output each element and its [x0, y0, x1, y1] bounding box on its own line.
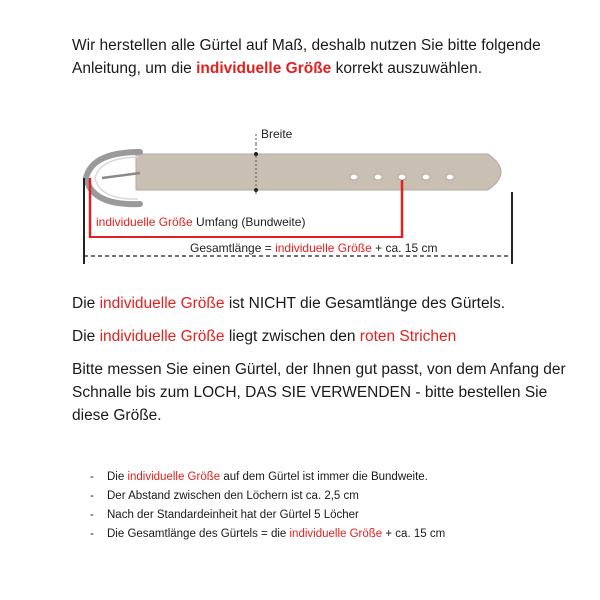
paragraph-measure-instructions — [72, 358, 572, 427]
bullet2-text: Der Abstand zwischen den Löchern ist ca. 2,5 cm — [107, 490, 359, 502]
umfang-label: individuelle Größe Umfang (Bundweite) — [96, 215, 306, 229]
buckle-inner — [95, 157, 138, 199]
para3-text: Bitte messen Sie einen Gürtel, der Ihnen gut passt, von dem Anfang der Schnalle bis zum LOCH, DAS SIE VERWENDEN - bitte bestellen Sie diese Größe. — [72, 361, 566, 424]
bullet-dash: - — [90, 509, 94, 521]
bullet-item — [90, 468, 445, 487]
bullet-item — [90, 525, 445, 544]
bullet-dash: - — [90, 490, 94, 502]
belt-hole — [350, 174, 358, 180]
gesamt-label: Gesamtlänge = individuelle Größe + ca. 15 cm — [190, 241, 438, 255]
belt-diagram — [78, 118, 518, 278]
para1-pre: Die — [72, 295, 100, 312]
belt-hole — [422, 174, 430, 180]
belt-hole — [446, 174, 454, 180]
paragraph-not-total-length — [72, 292, 572, 315]
paragraph-between-red-lines — [72, 325, 572, 348]
bullet1-post: auf dem Gürtel ist immer die Bundweite. — [220, 471, 428, 483]
bullet-item — [90, 487, 445, 506]
belt-hole — [374, 174, 382, 180]
belt-hole — [398, 174, 406, 180]
para1-highlight: individuelle Größe — [99, 295, 225, 312]
bullet3-text: Nach der Standardeinheit hat der Gürtel 5 Löcher — [107, 509, 359, 521]
bullet4-post: + ca. 15 cm — [382, 528, 446, 540]
para2-pre: Die — [72, 328, 100, 345]
para2-highlight: individuelle Größe — [99, 328, 225, 345]
width-marker-dot-bottom — [254, 188, 258, 192]
intro-part1: Wir herstellen alle Gürtel auf Maß, deshalb nutzen Sie bitte folgende Anleitung, um die — [72, 37, 541, 77]
belt-strap — [136, 154, 501, 190]
bullet4-highlight: individuelle Größe — [289, 528, 383, 540]
intro-highlight: individuelle Größe — [196, 60, 332, 77]
para1-post: ist NICHT die Gesamtlänge des Gürtels. — [224, 295, 506, 312]
para2-highlight2: roten Strichen — [359, 328, 457, 345]
width-marker-dot-top — [254, 152, 258, 156]
bullet1-pre: Die — [107, 471, 128, 483]
buckle-prong — [102, 173, 140, 178]
info-bullet-list — [90, 468, 445, 544]
bullet4-pre: Die Gesamtlänge des Gürtels = die — [107, 528, 290, 540]
breite-label: Breite — [261, 127, 293, 141]
intro-text — [72, 34, 552, 80]
bullet-dash: - — [90, 528, 94, 540]
belt-diagram-svg — [78, 118, 518, 278]
para2-mid: liegt zwischen den — [224, 328, 360, 345]
bullet-dash: - — [90, 471, 94, 483]
intro-part2: korrekt auszuwählen. — [331, 60, 483, 77]
bullet1-highlight: individuelle Größe — [127, 471, 221, 483]
bullet-item — [90, 506, 445, 525]
